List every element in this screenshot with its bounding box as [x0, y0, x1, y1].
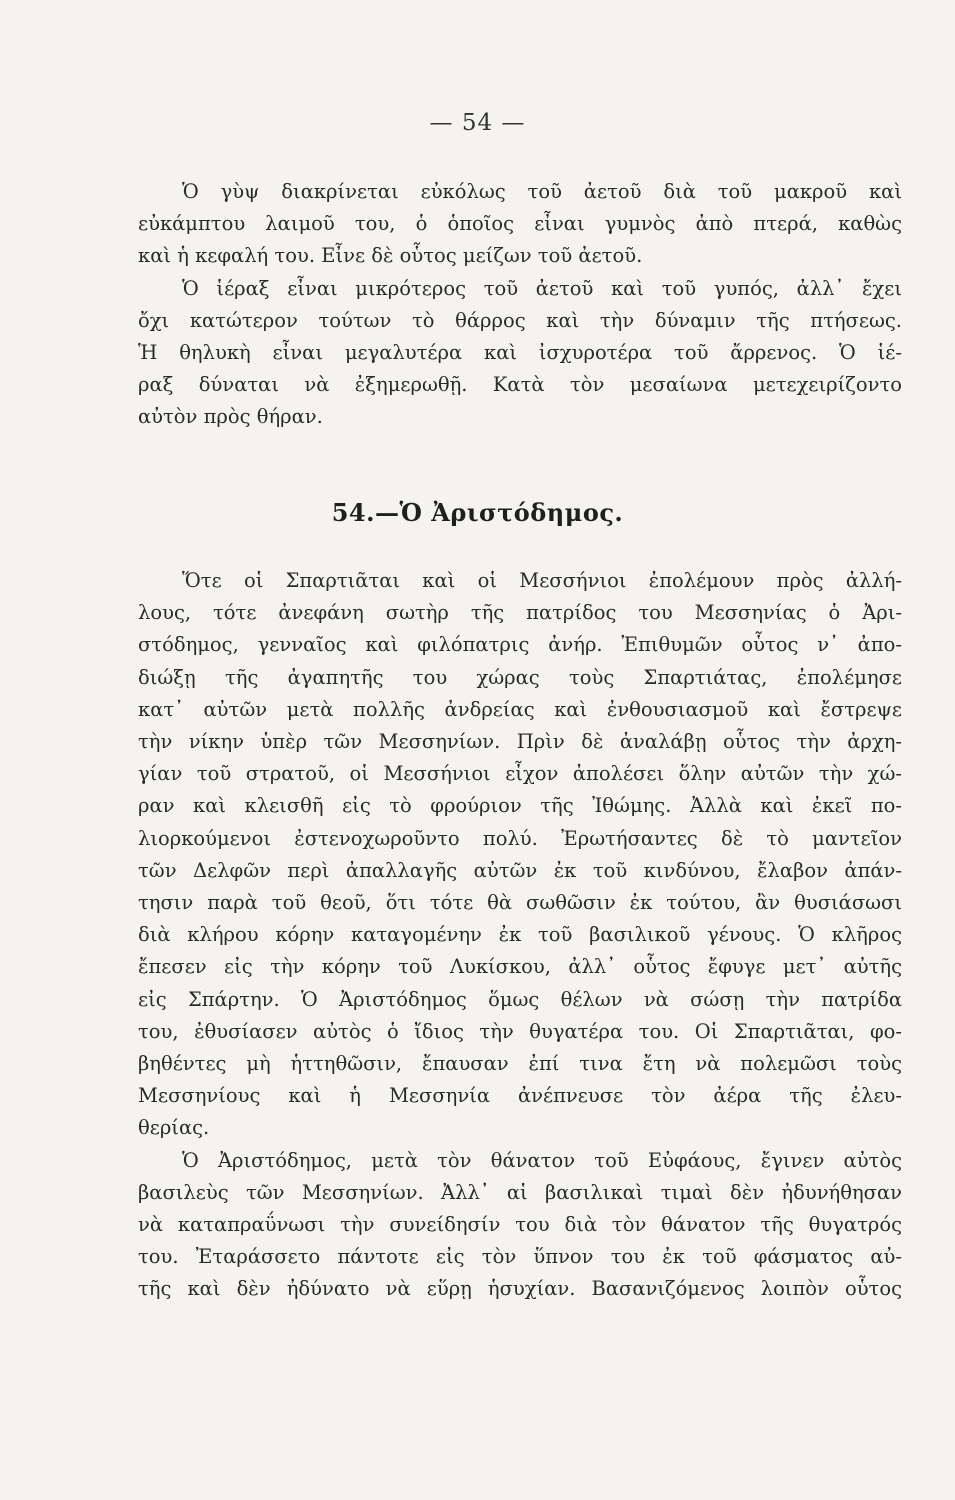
text-line: στόδημος, γενναῖος καὶ φιλόπατρις ἀνήρ. Ἐπιθυμῶν οὗτος ν᾽ ἀπο-	[138, 633, 902, 657]
text-line: νὰ καταπραΰνωσι τὴν συνείδησίν του διὰ τὸν θάνατον τῆς θυγατρός	[138, 1213, 902, 1237]
text-line: λους, τότε ἀνεφάνη σωτὴρ τῆς πατρίδος του Μεσσηνίας ὁ Ἀρι-	[138, 601, 902, 625]
text-line: λιορκούμενοι ἐστενοχωροῦντο πολύ. Ἐρωτήσαντες δὲ τὸ μαντεῖον	[138, 826, 902, 850]
text-line: θερίας.	[138, 1116, 210, 1140]
text-line: Ὁ Ἀριστόδημος, μετὰ τὸν θάνατον τοῦ Εὐφάους, ἔγινεν αὐτὸς	[182, 1148, 902, 1172]
section-heading: 54.—Ὁ Ἀριστόδημος.	[331, 498, 624, 527]
text-line: τὴν νίκην ὑπὲρ τῶν Μεσσηνίων. Πρὶν δὲ ἀναλάβῃ οὗτος τὴν ἀρχη-	[138, 730, 902, 754]
text-line: Ἡ θηλυκὴ εἶναι μεγαλυτέρα καὶ ἰσχυροτέρα τοῦ ἄρρενος. Ὁ ἱέ-	[138, 341, 902, 365]
text-line: ὄχι κατώτερον τούτων τὸ θάρρος καὶ τὴν δύναμιν τῆς πτήσεως.	[138, 308, 902, 332]
text-line: εἰς Σπάρτην. Ὁ Ἀριστόδημος ὅμως θέλων νὰ σώσῃ τὴν πατρίδα	[138, 987, 902, 1011]
text-line: αὐτὸν πρὸς θήραν.	[138, 405, 323, 429]
text-line: τῆς καὶ δὲν ἠδύνατο νὰ εὕρῃ ἡσυχίαν. Βασανιζόμενος λοιπὸν οὗτος	[138, 1277, 902, 1301]
text-line: ραξ δύναται νὰ ἐξημερωθῇ. Κατὰ τὸν μεσαίωνα μετεχειρίζοντο	[138, 373, 902, 397]
text-line: βηθέντες μὴ ἡττηθῶσιν, ἔπαυσαν ἐπί τινα ἔτη νὰ πολεμῶσι τοὺς	[138, 1052, 902, 1076]
text-line: Ὁ γὺψ διακρίνεται εὐκόλως τοῦ ἀετοῦ διὰ τοῦ μακροῦ καὶ	[182, 180, 902, 203]
text-line: κατ᾽ αὐτῶν μετὰ πολλῆς ἀνδρείας καὶ ἐνθουσιασμοῦ καὶ ἔστρεψε	[138, 697, 902, 721]
text-line: εὐκάμπτου λαιμοῦ του, ὁ ὁποῖος εἶναι γυμνὸς ἀπὸ πτερά, καθὼς	[138, 212, 902, 236]
text-line: ραν καὶ κλεισθῆ εἰς τὸ φρούριον τῆς Ἰθώμης. Ἀλλὰ καὶ ἐκεῖ πο-	[138, 794, 902, 818]
text-line: βασιλεὺς τῶν Μεσσηνίων. Ἀλλ᾽ αἱ βασιλικαὶ τιμαὶ δὲν ἠδυνήθησαν	[138, 1180, 902, 1204]
text-line: ἔπεσεν εἰς τὴν κόρην τοῦ Λυκίσκου, ἀλλ᾽ οὗτος ἔφυγε μετ᾽ αὐτῆς	[138, 955, 902, 979]
text-line: του. Ἐταράσσετο πάντοτε εἰς τὸν ὕπνον του ἐκ τοῦ φάσματος αὐ-	[138, 1245, 902, 1269]
paragraph-block-birds	[138, 176, 902, 434]
text-line: Μεσσηνίους καὶ ἡ Μεσσηνία ἀνέπνευσε τὸν ἀέρα τῆς ἐλευ-	[138, 1084, 902, 1108]
text-line: Ὁ ἱέραξ εἶναι μικρότερος τοῦ ἀετοῦ καὶ τοῦ γυπός, ἀλλ᾽ ἔχει	[182, 276, 902, 300]
text-line: γίαν τοῦ στρατοῦ, οἱ Μεσσήνιοι εἶχον ἀπολέσει ὅλην αὐτῶν τὴν χώ-	[138, 762, 902, 786]
text-line: τησιν παρὰ τοῦ θεοῦ, ὅτι τότε θὰ σωθῶσιν ἐκ τούτου, ἂν θυσιάσωσι	[138, 891, 902, 915]
text-line: τῶν Δελφῶν περὶ ἀπαλλαγῆς αὐτῶν ἐκ τοῦ κινδύνου, ἔλαβον ἀπάν-	[138, 858, 902, 882]
page-number: — 54 —	[429, 110, 526, 136]
text-line: διώξῃ τῆς ἀγαπητῆς του χώρας τοὺς Σπαρτιάτας, ἐπολέμησε	[138, 665, 902, 689]
text-line: καὶ ἡ κεφαλή του. Εἶνε δὲ οὗτος μείζων τοῦ ἀετοῦ.	[138, 244, 643, 268]
text-line: διὰ κλήρου κόρην καταγομένην ἐκ τοῦ βασιλικοῦ γένους. Ὁ κλῆρος	[138, 923, 902, 947]
text-line: Ὅτε οἱ Σπαρτιᾶται καὶ οἱ Μεσσήνιοι ἐπολέμουν πρὸς ἀλλή-	[182, 569, 902, 592]
paragraph-block-aristodemus	[138, 565, 902, 1306]
text-line: του, ἐθυσίασεν αὐτὸς ὁ ἴδιος τὴν θυγατέρα του. Οἱ Σπαρτιᾶται, φο-	[138, 1019, 902, 1043]
